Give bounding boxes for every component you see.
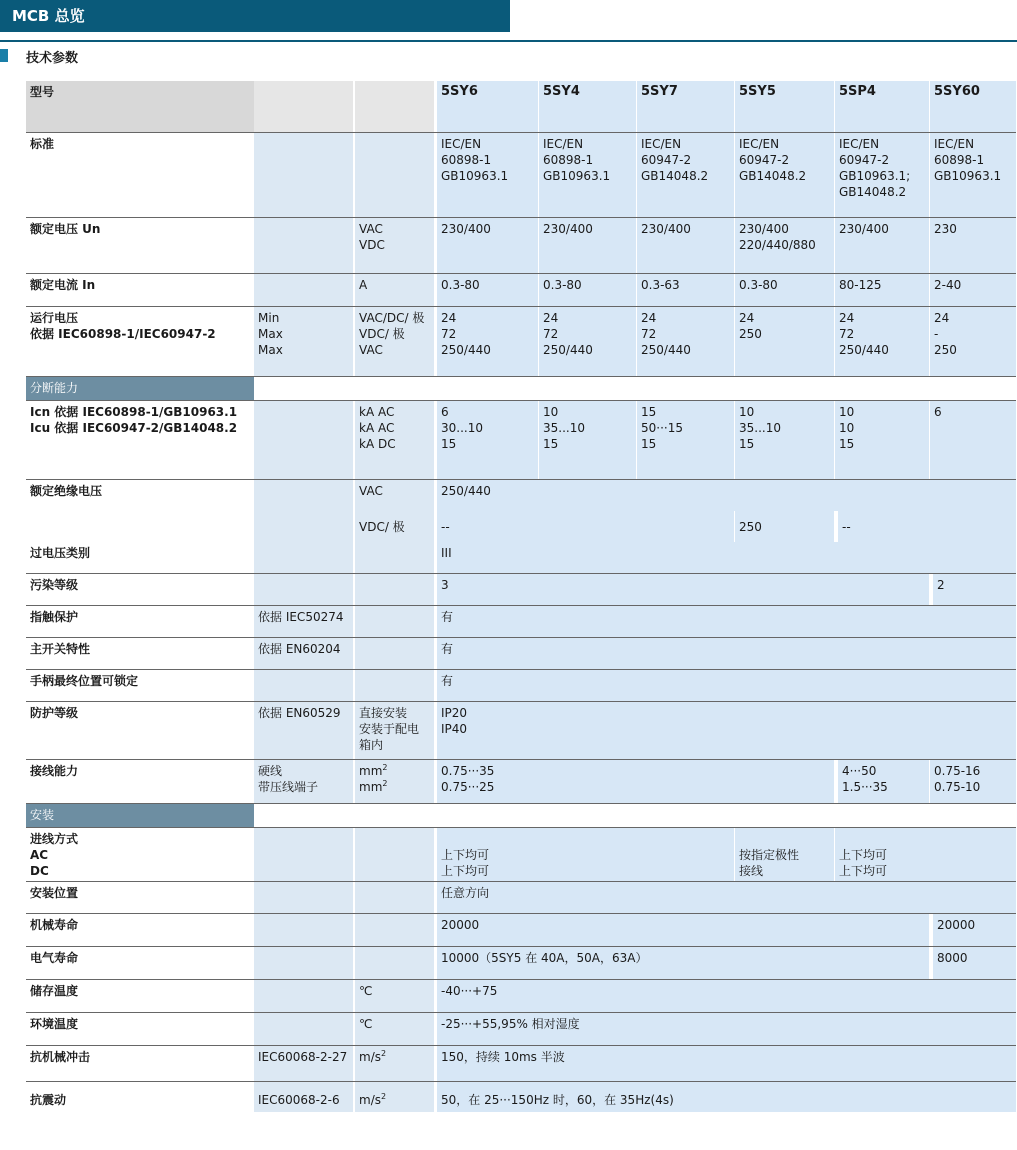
value-cell: 80-125 [834,274,929,306]
row-label: 标准 [26,133,254,217]
value-cell: IEC/EN 60898-1 GB10963.1 [538,133,636,217]
value-cell: 24 - 250 [929,307,1016,376]
row-label: 指触保护 [26,606,254,637]
cond-cell: 依据 EN60529 [254,702,355,759]
unit-cell: VDC/ 极 [355,511,436,542]
cond-cell: IEC60068-2-6 [254,1082,355,1112]
unit-cell [355,947,436,979]
row-pollution [26,574,1016,606]
row-label: 额定电流 In [26,274,254,306]
value-cell: 230/400 220/440/880 [734,218,834,273]
cond-cell: Min Max Max [254,307,355,376]
value-cell: 24 72 250/440 [834,307,929,376]
row-lockable [26,670,1016,702]
unit-base: mm [359,780,383,794]
row-label: 机械寿命 [26,914,254,946]
row-label: 安装位置 [26,882,254,913]
row-finger-protection [26,606,1016,638]
value-cell: IEC/EN 60898-1 GB10963.1 [436,133,538,217]
page-banner: MCB 总览 [0,0,510,32]
unit-base: m/s [359,1093,381,1107]
row-label: 额定电压 Un [26,218,254,273]
unit-cell: VAC VDC [355,218,436,273]
value-cell: IEC/EN 60947-2 GB14048.2 [734,133,834,217]
unit-cell [355,542,436,573]
unit-cell: 直接安装 安装于配电 箱内 [355,702,436,759]
cond-cell [254,480,355,542]
row-electrical-life [26,947,1016,980]
value-cell: 24 72 250/440 [538,307,636,376]
unit-cell: ℃ [355,980,436,1012]
unit-cell [355,828,436,881]
cond-cell [254,914,355,946]
row-label: 储存温度 [26,980,254,1012]
row-main-switch [26,638,1016,670]
section-marker [0,49,8,62]
section-filler [254,377,1016,400]
cond-cell [254,401,355,479]
value-cell: 2 [929,574,1016,605]
row-mechanical-shock [26,1046,1016,1082]
row-ambient-temperature [26,1013,1016,1046]
unit-cell [355,606,436,637]
value-cell: 有 [436,606,1016,637]
row-label: 手柄最终位置可锁定 [26,670,254,701]
unit-cell: ℃ [355,1013,436,1045]
row-breaking-capacity [26,401,1016,480]
value-cell: 10 35...10 15 [538,401,636,479]
row-label: 额定绝缘电压 [26,480,254,542]
row-label: 进线方式 AC DC [26,828,254,881]
unit-cell [355,1046,436,1081]
cond-cell [254,542,355,573]
unit-cell: kA AC kA AC kA DC [355,401,436,479]
value-cell: 15 50···15 15 [636,401,734,479]
spec-table [26,81,1016,1112]
header-label: 型号 [26,81,254,132]
row-storage-temperature [26,980,1016,1013]
cond-cell: 依据 EN60204 [254,638,355,669]
cond-cell: 硬线 带压线端子 [254,760,355,803]
value-cell: 0.75···35 0.75···25 [436,760,834,803]
unit-base: mm [359,764,383,778]
row-label: 环境温度 [26,1013,254,1045]
value-cell: 24 250 [734,307,834,376]
model-5sy4: 5SY4 [538,81,636,132]
value-cell: 230 [929,218,1016,273]
cond-cell [254,133,355,217]
row-install-position [26,882,1016,914]
row-label: 过电压类别 [26,542,254,573]
section-install [26,804,1016,828]
row-label: 运行电压 依据 IEC60898-1/IEC60947-2 [26,307,254,376]
model-5sy7: 5SY7 [636,81,734,132]
cond-cell [254,1013,355,1045]
row-label: Icn 依据 IEC60898-1/GB10963.1 Icu 依据 IEC60947-2/GB14048.2 [26,401,254,479]
section-filler [254,804,1016,827]
cond-cell [254,947,355,979]
value-cell: 230/400 [538,218,636,273]
unit-sup: 2 [382,779,388,788]
row-label: 抗震动 [26,1082,254,1112]
value-cell: 6 30...10 15 [436,401,538,479]
row-rated-current [26,274,1016,307]
row-overvoltage [26,542,1016,574]
cond-cell [254,980,355,1012]
row-rated-voltage [26,218,1016,274]
row-mechanical-life [26,914,1016,947]
unit-cell [355,914,436,946]
row-protection-class [26,702,1016,760]
cond-cell: IEC60068-2-27 [254,1046,355,1081]
value-cell: -25···+55,95% 相对湿度 [436,1013,1016,1045]
value-cell: IEC/EN 60947-2 GB14048.2 [636,133,734,217]
row-label: 防护等级 [26,702,254,759]
unit-cell [355,574,436,605]
value-cell: 8000 [929,947,1016,979]
unit-cell [355,882,436,913]
value-cell: 20000 [929,914,1016,946]
value-cell: 230/400 [834,218,929,273]
value-cell: 10 10 15 [834,401,929,479]
value-cell: 2-40 [929,274,1016,306]
row-label: 抗机械冲击 [26,1046,254,1081]
value-cell: IP20 IP40 [436,702,1016,759]
value-cell: III [436,542,1016,573]
value-cell: -- [834,511,1016,542]
value-cell: 50，在 25···150Hz 时，60，在 35Hz(4s) [436,1082,1016,1112]
value-cell: 230/400 [436,218,538,273]
value-cell: 上下均可 上下均可 [436,828,734,881]
value-cell: -- [436,511,734,542]
section-label: 分断能力 [26,377,254,400]
header-blank-1 [254,81,355,132]
section-label: 安装 [26,804,254,827]
section-breaking [26,377,1016,401]
value-cell: 0.3-80 [436,274,538,306]
cond-cell [254,828,355,881]
cond-cell [254,218,355,273]
value-cell: 上下均可 上下均可 [834,828,1016,881]
row-standard [26,133,1016,218]
value-cell: IEC/EN 60947-2 GB10963.1; GB14048.2 [834,133,929,217]
row-label: 污染等级 [26,574,254,605]
unit-cell [355,670,436,701]
row-vibration [26,1082,1016,1112]
table-header-row [26,81,1016,133]
unit-base: m/s [359,1050,381,1064]
value-cell: 250/440 [436,480,1016,511]
row-incoming [26,828,1016,882]
row-label: 接线能力 [26,760,254,803]
row-label: 电气寿命 [26,947,254,979]
cond-cell [254,882,355,913]
unit-sup: 2 [382,763,388,772]
value-cell: IEC/EN 60898-1 GB10963.1 [929,133,1016,217]
row-label: 主开关特性 [26,638,254,669]
value-cell: 任意方向 [436,882,1016,913]
unit-sup: 2 [380,1092,387,1101]
model-5sy5: 5SY5 [734,81,834,132]
unit-cell [355,760,436,803]
value-cell: 0.3-80 [538,274,636,306]
value-cell: 4···50 1.5···35 [834,760,929,803]
unit-cell [355,1082,436,1112]
value-cell: 按指定极性 接线 [734,828,834,881]
value-cell: 150，持续 10ms 半波 [436,1046,1016,1081]
cond-cell: 依据 IEC50274 [254,606,355,637]
unit-cell: A [355,274,436,306]
header-blank-2 [355,81,436,132]
value-cell: 0.3-63 [636,274,734,306]
value-cell: 20000 [436,914,929,946]
value-cell: 10 35...10 15 [734,401,834,479]
unit-cell [355,638,436,669]
model-5sy6: 5SY6 [436,81,538,132]
value-cell: 24 72 250/440 [636,307,734,376]
value-cell: 有 [436,638,1016,669]
value-cell: 250 [734,511,834,542]
value-cell: -40···+75 [436,980,1016,1012]
row-operating-voltage [26,307,1016,377]
unit-cell [355,133,436,217]
row-terminal-capacity [26,760,1016,804]
value-cell: 10000（5SY5 在 40A，50A，63A） [436,947,929,979]
cond-cell [254,274,355,306]
row-insulation-voltage [26,480,1016,542]
value-cell: 24 72 250/440 [436,307,538,376]
model-5sy60: 5SY60 [929,81,1016,132]
model-5sp4: 5SP4 [834,81,929,132]
banner-rule [0,40,1017,42]
value-cell: 6 [929,401,1016,479]
value-cell: 230/400 [636,218,734,273]
section-title: 技术参数 [26,51,79,66]
value-cell: 0.3-80 [734,274,834,306]
unit-cell: VAC [355,480,436,511]
unit-cell: VAC/DC/ 极 VDC/ 极 VAC [355,307,436,376]
unit-sup: 2 [380,1049,387,1058]
cond-cell [254,670,355,701]
value-cell: 3 [436,574,929,605]
value-cell: 0.75-16 0.75-10 [929,760,1016,803]
cond-cell [254,574,355,605]
value-cell: 有 [436,670,1016,701]
